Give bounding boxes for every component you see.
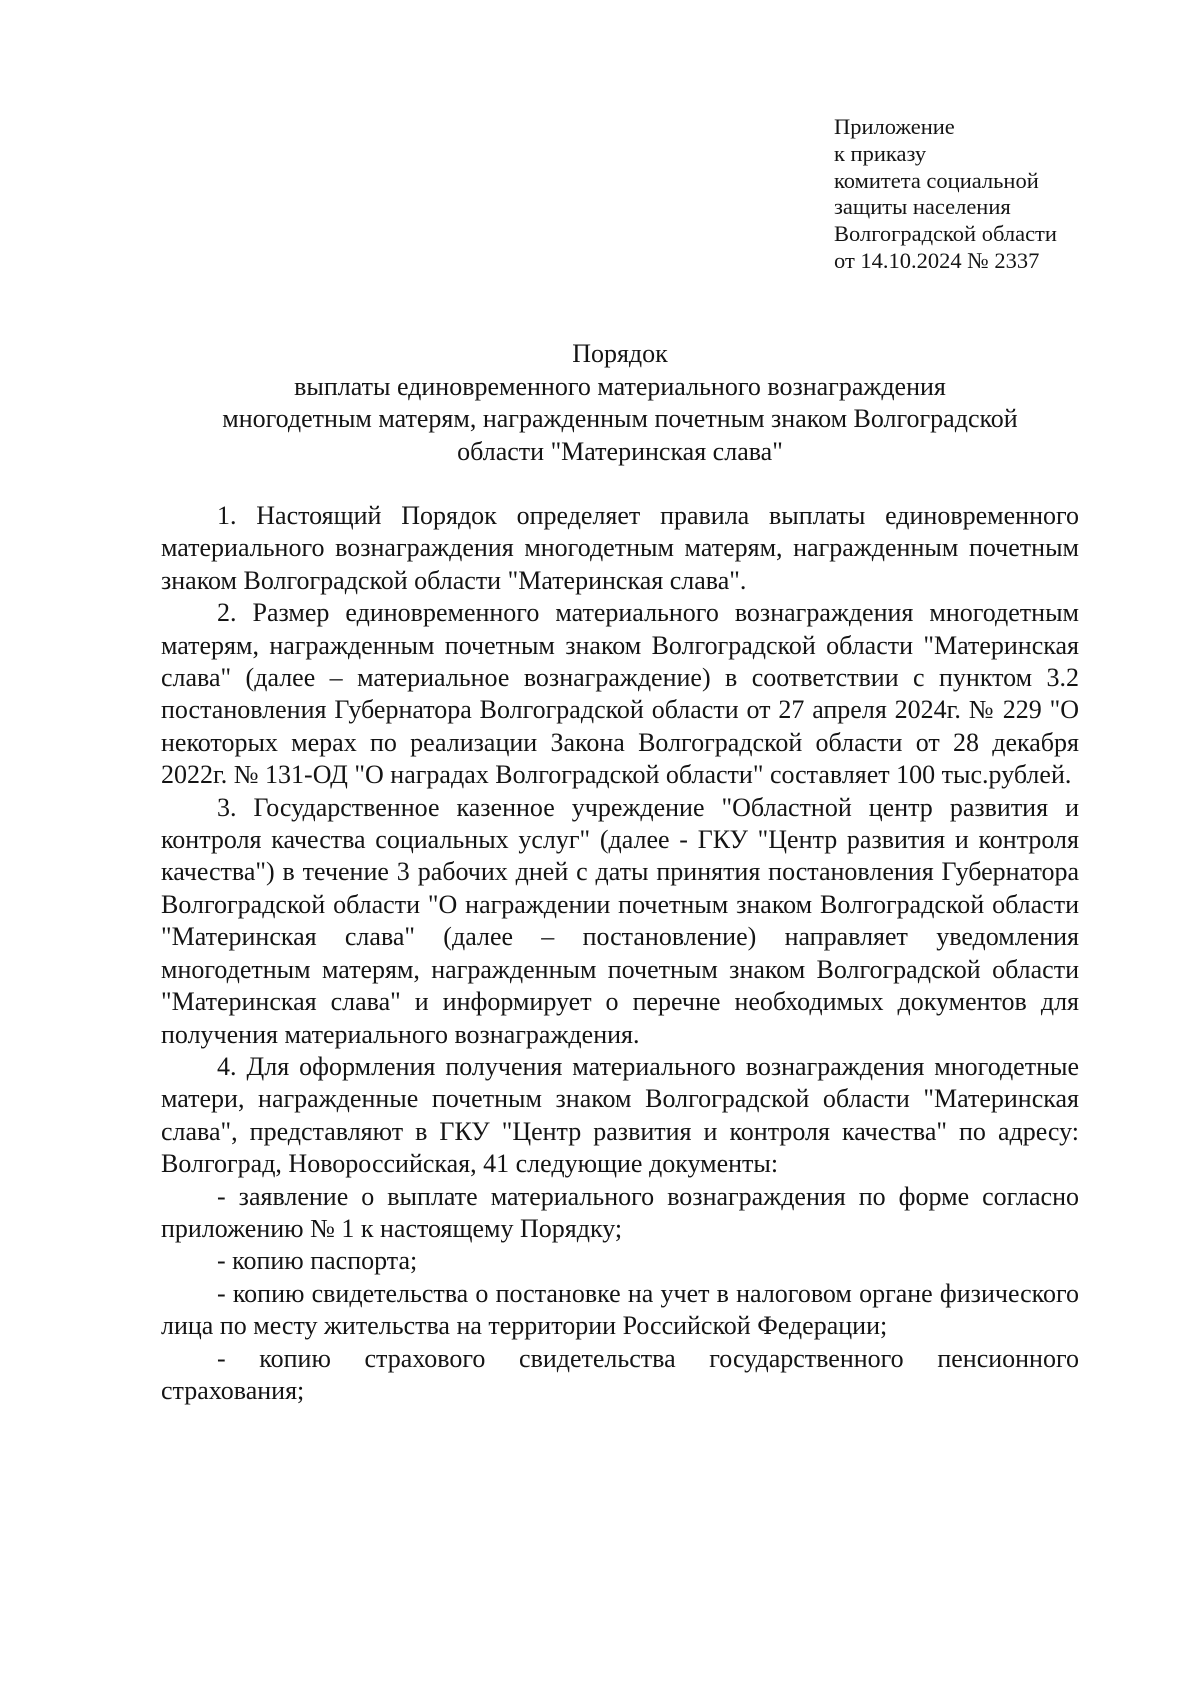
paragraph-text: Для оформления получения материального вознаграждения многодетные матери, награжденные почетным знаком Волгоградской области "Материнская слава", представляют в ГКУ "Центр развития и контроля качества" по адресу: Волгоград, Новороссийская, 41 следующие документы: [161,1051,1079,1179]
paragraph-4 [161,1051,1079,1181]
paragraph-text: Размер единовременного материального вознаграждения многодетным матерям, награжденным почетным знаком Волгоградской области "Материнская слава" (далее – материальное вознаграждение) в соответствии с пунктом 3.2 постановления Губернатора Волгоградской области от 27 апреля 2024г. № 229 "О некоторых мерах по реализации Закона Волгоградской области от 28 декабря 2022г. № 131-ОД "О наградах Волгоградской области" составляет 100 тыс.рублей. [161,598,1079,790]
documents-list-item: - копию свидетельства о постановке на учет в налоговом органе физического лица по месту жительства на территории Российской Федерации; [161,1278,1079,1341]
paragraph-number: 4. [217,1051,237,1081]
approval-line: защиты населения [834,194,1011,220]
documents-list-item: - заявление о выплате материального вознаграждения по форме согласно приложению № 1 к настоящему Порядку; [161,1181,1079,1243]
title-line: Порядок [572,339,668,368]
paragraph-number: 2. [217,598,237,628]
approval-line: Приложение [834,114,955,139]
paragraph-text: Настоящий Порядок определяет правила выплаты единовременного материального вознаграждения многодетным матерям, награжденным почетным знаком Волгоградской области "Материнская слава". [161,501,1079,595]
paragraph-2 [161,597,1079,791]
paragraph-3 [161,792,1079,1051]
approval-line: Волгоградской области [834,221,1057,247]
approval-line: к приказу [834,140,927,166]
paragraph-number: 1. [217,501,237,530]
paragraph-number: 3. [217,792,237,822]
paragraph-text: Государственное казенное учреждение "Областной центр развития и контроля качества социальных услуг" (далее - ГКУ "Центр развития и контроля качества") в течение 3 рабочих дней с даты принятия постановления Губернатора Волгоградской области "О награждении почетным знаком Волгоградской области "Материнская слава" (далее – постановление) направляет уведомления многодетным матерям, награжденным почетным знаком Волгоградской области "Материнская слава" и информирует о перечне необходимых документов для получения материального вознаграждения. [161,792,1079,1049]
documents-list-item: - копию страхового свидетельства государственного пенсионного страхования; [161,1343,1079,1405]
approval-block [834,114,1164,275]
approval-line: комитета социальной [834,167,1039,193]
paragraph-1 [161,500,1079,597]
document-title [150,338,1090,468]
title-line: многодетным матерям, награжденным почетным знаком Волгоградской [222,404,1018,433]
documents-list-item: - копию паспорта; [217,1246,418,1276]
title-line: выплаты единовременного материального вознаграждения [294,371,946,401]
approval-line: от 14.10.2024 № 2337 [834,247,1040,273]
document-body [161,500,1079,1407]
title-line: области "Материнская слава" [457,436,783,466]
